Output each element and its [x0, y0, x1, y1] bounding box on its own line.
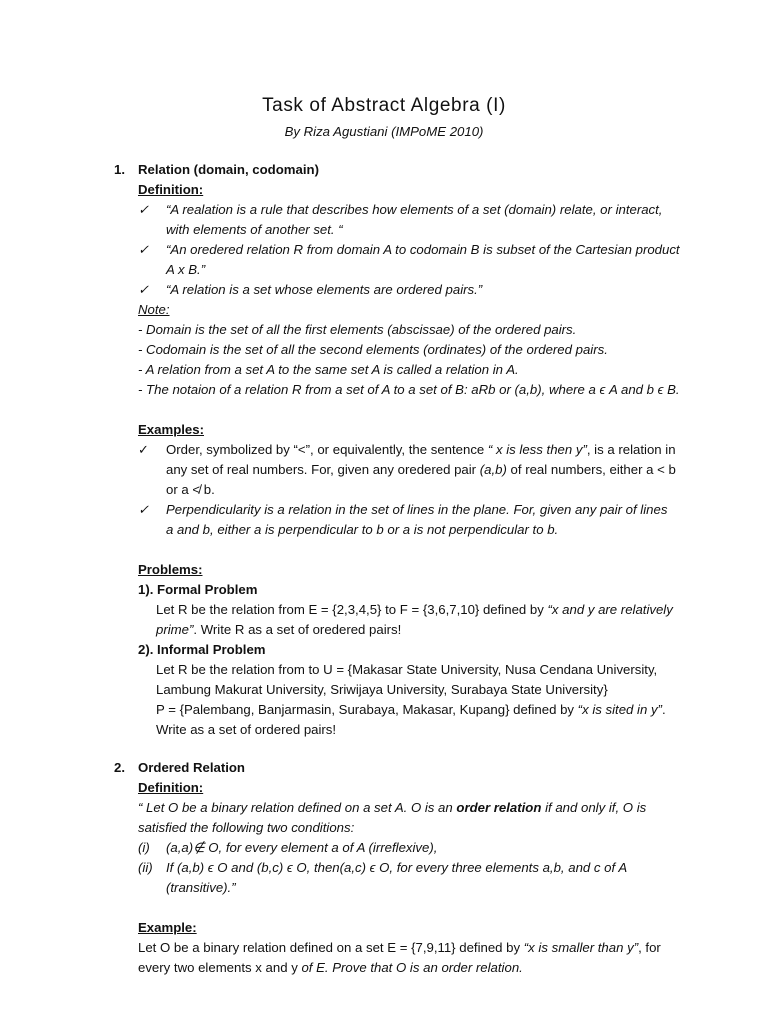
example-text: Order, symbolized by “<”, or equivalently, the sentence	[166, 442, 488, 457]
informal-problem-label: 2). Informal Problem	[138, 642, 266, 657]
problem-text: prime”	[156, 622, 194, 637]
condition-text: If (a,b) ϵ O and (b,c) ϵ O, then(a,c) ϵ O, for every three elements a,b, and c of A	[166, 860, 628, 875]
problem-text: “x is sited in y”	[577, 702, 662, 717]
definition-label: Definition:	[138, 780, 204, 795]
problem-text: “x and y are relatively	[547, 602, 673, 617]
definition-item	[138, 200, 680, 240]
checkmark-icon: ✓	[138, 442, 150, 457]
example-item	[138, 500, 680, 540]
condition-number: (ii)	[138, 860, 153, 875]
example-text: “ x is less then y”	[487, 442, 587, 457]
example-item	[138, 440, 680, 500]
example-text: every two elements x and y	[138, 960, 302, 975]
example-text: “x is smaller than y”	[523, 940, 639, 955]
section-2-heading	[114, 758, 245, 778]
section-title: Ordered Relation	[138, 760, 245, 775]
formal-problem-label: 1). Formal Problem	[138, 582, 258, 597]
section-title: Relation (domain, codomain)	[138, 162, 319, 177]
problem-text: Lambung Makurat University, Sriwijaya University, Surabaya State University}	[156, 682, 608, 697]
author-byline: By Riza Agustiani (IMPoME 2010)	[284, 124, 484, 139]
formal-problem-text	[138, 600, 680, 640]
example-text: Perpendicularity is a relation in the set of lines in the plane. For, given any pair of lines	[166, 502, 668, 517]
note-item: - Domain is the set of all the first elements (abscissae) of the ordered pairs.	[138, 322, 577, 337]
section-2-body	[138, 778, 661, 978]
example-text: Let O be a binary relation defined on a set E = {7,9,11} defined by	[138, 940, 524, 955]
problem-text: Write as a set of ordered pairs!	[156, 722, 337, 737]
examples-label: Examples:	[138, 422, 204, 437]
checkmark-icon: ✓	[138, 502, 150, 517]
example-text: a and b, either a is perpendicular to b or a is not perpendicular to b.	[166, 522, 559, 537]
document-title: Task of Abstract Algebra (I)	[262, 95, 506, 116]
definition-text: satisfied the following two conditions:	[138, 820, 355, 835]
problem-text: .	[661, 702, 666, 717]
example-text: of real numbers, either a < b	[506, 462, 676, 477]
example-label: Example:	[138, 920, 197, 935]
example-text: , for	[638, 940, 661, 955]
problem-text: P = {Palembang, Banjarmasin, Surabaya, Makasar, Kupang} defined by	[156, 702, 578, 717]
definition-text: “A realation is a rule that describes how elements of a set (domain) relate, or interact,	[166, 202, 663, 217]
definition-text: A x B.”	[166, 262, 206, 277]
definition-item	[138, 280, 680, 300]
problems-label: Problems:	[138, 562, 203, 577]
informal-problem-text	[138, 660, 680, 740]
note-item: - Codomain is the set of all the second elements (ordinates) of the ordered pairs.	[138, 342, 608, 357]
checkmark-icon: ✓	[138, 202, 150, 217]
definition-text: “A relation is a set whose elements are ordered pairs.”	[166, 282, 483, 297]
example-text: any set of real numbers. For, given any oredered pair	[166, 462, 480, 477]
example-text: of E. Prove that O is an order relation.	[301, 960, 523, 975]
example-text: , is a relation in	[586, 442, 676, 457]
section-1-heading	[114, 160, 319, 180]
problem-text: Let R be the relation from E = {2,3,4,5} to F = {3,6,7,10} defined by	[156, 602, 548, 617]
section-number: 2.	[114, 760, 125, 775]
example-text: (a,b)	[479, 462, 507, 477]
definition-label: Definition:	[138, 182, 204, 197]
checkmark-icon: ✓	[138, 242, 150, 257]
condition-number: (i)	[138, 840, 150, 855]
note-item: - The notaion of a relation R from a set of A to a set of B: aRb or (a,b), where a ϵ A and b ϵ B.	[138, 382, 680, 397]
definition-term: order relation	[456, 800, 542, 815]
problem-text: Let R be the relation from to U = {Makasar State University, Nusa Cendana University,	[156, 662, 658, 677]
problem-text: . Write R as a set of oredered pairs!	[193, 622, 402, 637]
note-label: Note:	[138, 302, 170, 317]
section-1-body	[138, 180, 680, 740]
definition-text: “ Let O be a binary relation defined on a set A. O is an	[138, 800, 457, 815]
section-number: 1.	[114, 162, 125, 177]
note-item: - A relation from a set A to the same set A is called a relation in A.	[138, 362, 519, 377]
definition-text: “An oredered relation R from domain A to codomain B is subset of the Cartesian product	[166, 242, 680, 257]
checkmark-icon: ✓	[138, 282, 150, 297]
example-text: or a ≮ b.	[166, 482, 215, 497]
definition-item	[138, 240, 680, 280]
condition-text: (transitive).”	[166, 880, 236, 895]
definition-text: with elements of another set. “	[166, 222, 343, 237]
condition-text: (a,a)∉ O, for every element a of A (irreflexive),	[166, 840, 438, 855]
definition-text: if and only if, O is	[541, 800, 647, 815]
